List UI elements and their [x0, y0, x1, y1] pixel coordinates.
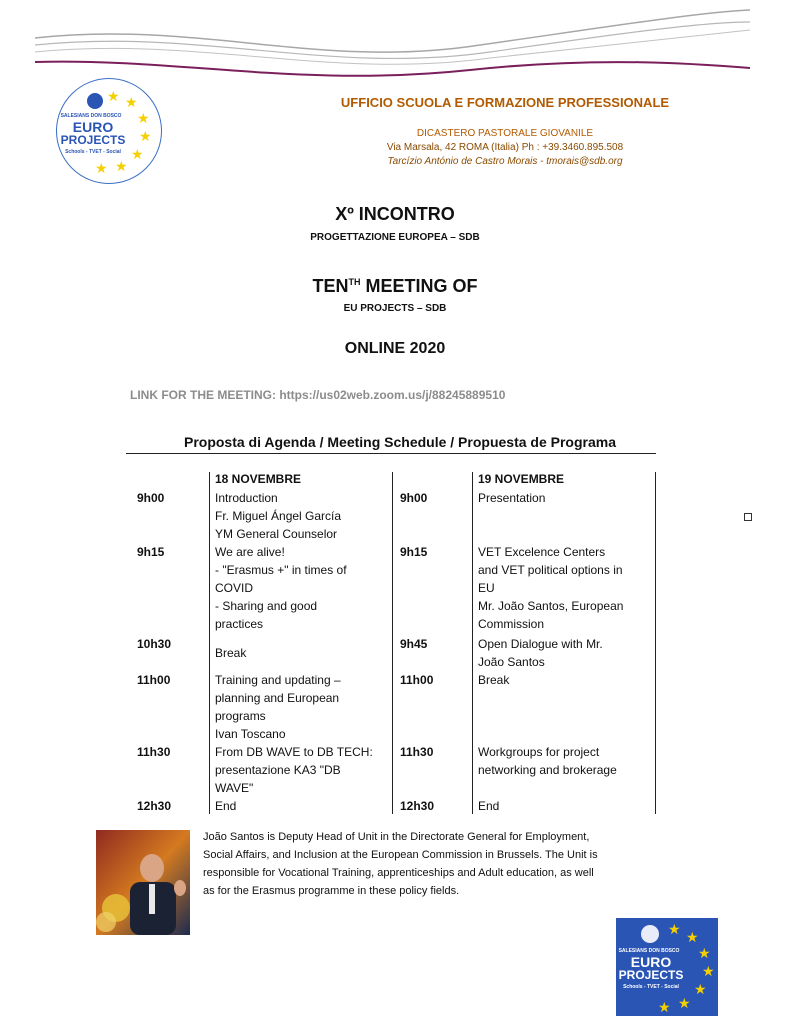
day2-line: End — [478, 799, 500, 813]
day2-time: 12h30 — [400, 799, 435, 813]
day1-item — [215, 743, 387, 797]
day1-line: - Sharing and good — [215, 599, 318, 613]
eu-projects-subtitle: EU PROJECTS – SDB — [343, 303, 447, 314]
day2-line: Break — [478, 673, 510, 687]
day1-line: COVID — [215, 581, 254, 595]
day1-item — [215, 644, 387, 662]
day2-line: Open Dialogue with Mr. — [478, 637, 603, 651]
svg-text:★: ★ — [686, 929, 699, 945]
day2-item — [478, 489, 650, 507]
day1-time: 11h00 — [137, 673, 171, 687]
day1-line: - "Erasmus +" in times of — [215, 563, 347, 577]
col-divider-2 — [392, 472, 393, 814]
svg-text:★: ★ — [137, 110, 150, 126]
day2-line: and VET political options in — [478, 563, 623, 577]
svg-text:★: ★ — [125, 94, 138, 110]
office-title: UFFICIO SCUOLA E FORMAZIONE PROFESSIONALE — [340, 95, 670, 110]
logo-line-tagline: Schools - TVET - Social — [623, 984, 679, 990]
meeting-title-main: TEN — [312, 276, 349, 296]
svg-text:★: ★ — [668, 921, 681, 937]
svg-text:★: ★ — [678, 995, 691, 1011]
day1-line: YM General Counselor — [215, 527, 338, 541]
svg-text:★: ★ — [115, 158, 128, 174]
meeting-title-sup: TH — [348, 277, 361, 287]
incontro-title: Xº INCONTRO — [335, 204, 455, 224]
day2-line: Commission — [478, 617, 545, 631]
svg-text:★: ★ — [131, 146, 144, 162]
euro-projects-logo-bottom — [616, 918, 718, 1016]
bio-line: responsible for Vocational Training, apprenticeships and Adult education, as well — [203, 867, 594, 879]
day2-line: João Santos — [478, 655, 545, 669]
svg-text:★: ★ — [107, 88, 120, 104]
online-title: ONLINE 2020 — [344, 340, 446, 357]
bio-line: João Santos is Deputy Head of Unit in the Directorate General for Employment, — [203, 831, 590, 843]
day2-item — [478, 743, 650, 779]
day1-item — [215, 671, 387, 743]
day1-time: 11h30 — [137, 745, 171, 759]
day1-line: We are alive! — [215, 545, 285, 559]
day1-item — [215, 489, 387, 543]
day1-line: Break — [215, 646, 247, 660]
meeting-title-rest: MEETING OF — [360, 276, 478, 296]
day1-time: 12h30 — [137, 799, 172, 813]
svg-text:★: ★ — [139, 128, 152, 144]
day1-line: Training and updating – — [215, 673, 341, 687]
svg-text:★: ★ — [658, 999, 671, 1015]
logo-line-euro: EURO — [72, 119, 114, 135]
header-wave-decoration — [0, 0, 812, 90]
day2-item — [478, 635, 650, 671]
logo-line-small: SALESIANS DON BOSCO — [60, 113, 122, 119]
contact-line: Tarcízio António de Castro Morais - tmorais@sdb.org — [387, 156, 623, 167]
day1-line: programs — [215, 709, 266, 723]
logo-line-projects: PROJECTS — [618, 968, 684, 982]
day2-line: EU — [478, 581, 495, 595]
day1-line: Fr. Miguel Ángel García — [215, 509, 342, 523]
day1-time: 10h30 — [137, 637, 172, 651]
col-divider-4 — [655, 472, 656, 814]
address-line: Via Marsala, 42 ROMA (Italia) Ph : +39.3460.895.508 — [386, 142, 624, 153]
day1-time: 9h00 — [137, 491, 165, 505]
logo-line-small: SALESIANS DON BOSCO — [618, 948, 680, 954]
meeting-title — [200, 276, 590, 297]
agenda-title: Proposta di Agenda / Meeting Schedule / Propuesta de Programa — [183, 434, 616, 450]
bio-line: as for the Erasmus programme in these policy fields. — [203, 885, 460, 897]
progettazione-subtitle: PROGETTAZIONE EUROPEA – SDB — [310, 232, 480, 243]
logo-line-tagline: Schools - TVET - Social — [65, 149, 121, 155]
day1-label: 18 NOVEMBRE — [215, 472, 302, 486]
day2-item — [478, 797, 650, 815]
day2-item — [478, 671, 650, 689]
day1-time: 9h15 — [137, 545, 165, 559]
logo-line-projects: PROJECTS — [60, 133, 126, 147]
day2-label: 19 NOVEMBRE — [478, 472, 565, 486]
euro-projects-logo — [56, 78, 162, 184]
col-divider-3 — [472, 472, 473, 814]
day1-line: Introduction — [215, 491, 278, 505]
day1-line: End — [215, 799, 237, 813]
day1-line: Ivan Toscano — [215, 727, 286, 741]
bio-line: Social Affairs, and Inclusion at the European Commission in Brussels. The Unit is — [203, 849, 598, 861]
day2-time: 9h00 — [400, 491, 428, 505]
day1-line: planning and European — [215, 691, 340, 705]
speaker-photo — [96, 830, 190, 935]
day2-line: networking and brokerage — [478, 763, 617, 777]
day2-line: Workgroups for project — [478, 745, 600, 759]
day2-time: 11h30 — [400, 745, 434, 759]
svg-text:★: ★ — [694, 981, 707, 997]
logo-line-euro: EURO — [630, 954, 672, 970]
speaker-bio — [203, 828, 673, 900]
day2-time: 9h15 — [400, 545, 428, 559]
svg-text:★: ★ — [95, 160, 108, 176]
day1-item — [215, 543, 387, 633]
day1-line: presentazione KA3 "DB — [215, 763, 341, 777]
day2-line: VET Excelence Centers — [478, 545, 606, 559]
day1-line: WAVE" — [215, 781, 254, 795]
day2-time: 11h00 — [400, 673, 434, 687]
dicastero-title: DICASTERO PASTORALE GIOVANILE — [416, 128, 594, 139]
selection-handle[interactable] — [744, 513, 752, 521]
day1-line: practices — [215, 617, 264, 631]
meeting-link[interactable]: LINK FOR THE MEETING: https://us02web.zoom.us/j/88245889510 — [130, 388, 506, 402]
svg-text:★: ★ — [698, 945, 711, 961]
day1-item — [215, 797, 387, 815]
svg-text:★: ★ — [702, 963, 715, 979]
day2-line: Mr. João Santos, European — [478, 599, 624, 613]
col-divider-1 — [209, 472, 210, 814]
day2-line: Presentation — [478, 491, 546, 505]
day2-time: 9h45 — [400, 637, 428, 651]
day2-item — [478, 543, 650, 633]
agenda-rule — [126, 453, 656, 454]
day1-line: From DB WAVE to DB TECH: — [215, 745, 373, 759]
